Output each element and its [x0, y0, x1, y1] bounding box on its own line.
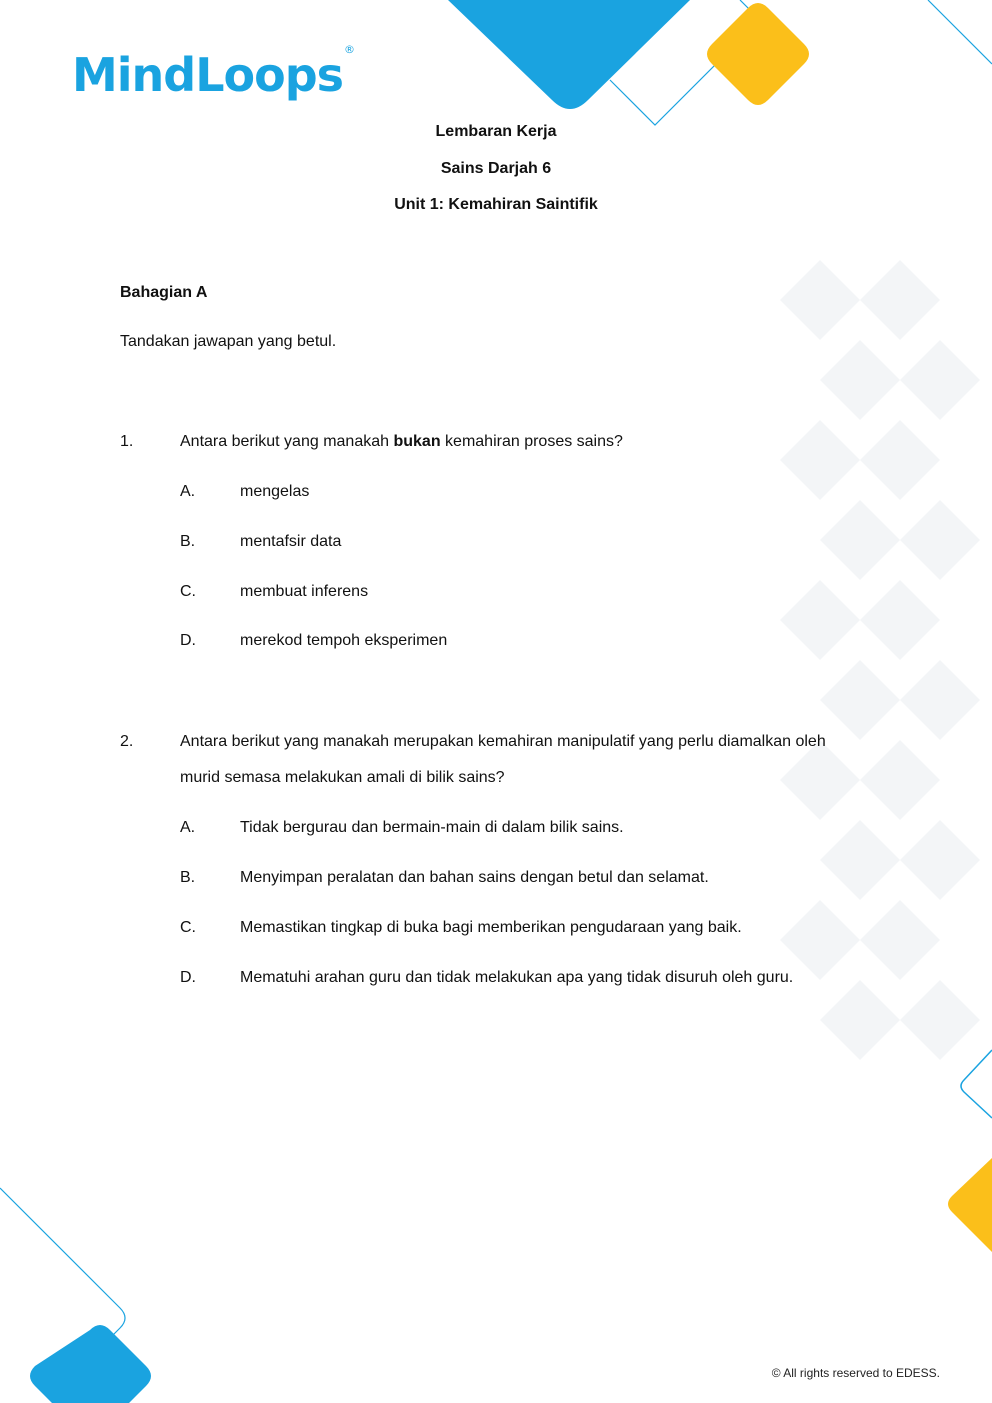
option-letter: A. [180, 819, 196, 836]
question-emphasis: bukan [393, 433, 441, 450]
section-instruction: Tandakan jawapan yang betul. [120, 333, 337, 350]
logo-text: MindLoops [72, 48, 344, 102]
question-text-part: kemahiran proses sains? [440, 433, 623, 450]
option-letter: B. [180, 533, 196, 550]
question-text-part: Antara berikut yang manakah [180, 433, 394, 450]
question-number: 1. [120, 433, 134, 450]
option-letter: A. [180, 483, 196, 500]
option-text: mengelas [240, 483, 310, 500]
option-text: Menyimpan peralatan dan bahan sains dengan betul dan selamat. [240, 869, 709, 886]
question-text: Antara berikut yang manakah merupakan kemahiran manipulatif yang perlu diamalkan oleh murid semasa melakukan amali di bilik sains? [180, 733, 826, 786]
option-letter: D. [180, 969, 196, 986]
worksheet-title: Lembaran Kerja [435, 123, 557, 140]
registered-mark: ® [344, 42, 355, 56]
option-text: merekod tempoh eksperimen [240, 632, 448, 649]
section-title: Bahagian A [120, 284, 208, 301]
option-text: Memastikan tingkap di buka bagi memberikan pengudaraan yang baik. [240, 919, 742, 936]
option-letter: D. [180, 632, 196, 649]
option-text: membuat inferens [240, 583, 369, 600]
option-letter: C. [180, 919, 196, 936]
option-text: Tidak bergurau dan bermain-main di dalam bilik sains. [240, 819, 624, 836]
option-text: mentafsir data [240, 533, 342, 550]
option-text: Mematuhi arahan guru dan tidak melakukan apa yang tidak disuruh oleh guru. [240, 969, 794, 986]
option-letter: B. [180, 869, 196, 886]
copyright-footer: © All rights reserved to EDESS. [771, 1366, 940, 1380]
unit-title: Unit 1: Kemahiran Saintifik [394, 196, 598, 213]
subject-grade: Sains Darjah 6 [440, 160, 552, 177]
option-letter: C. [180, 583, 196, 600]
mindloops-logo [72, 42, 355, 102]
question-text [180, 424, 840, 460]
question-number: 2. [120, 733, 134, 750]
